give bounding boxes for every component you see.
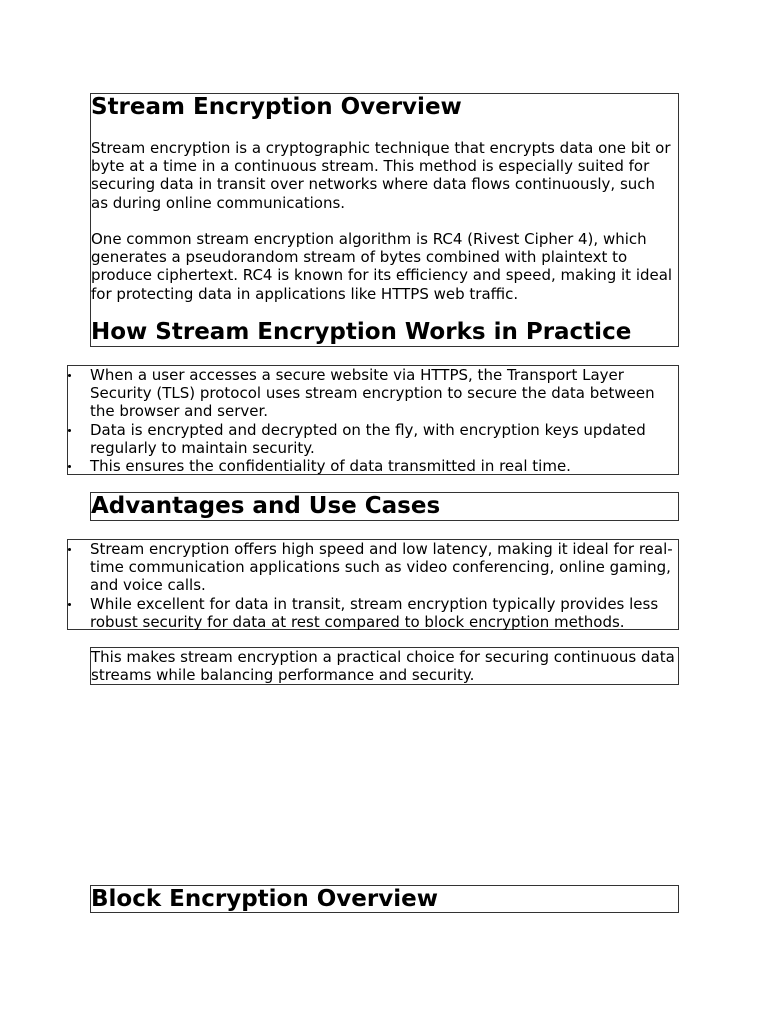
advantages-list xyxy=(68,540,676,631)
conclusion-section xyxy=(90,647,679,685)
stream-overview-section xyxy=(90,93,679,347)
conclusion-paragraph: This makes stream encryption a practical choice for securing continuous data streams while balancing performance and security. xyxy=(91,648,675,685)
stream-overview-paragraph-2: One common stream encryption algorithm is RC4 (Rivest Cipher 4), which generates a pseudorandom stream of bytes combined with plaintext to produce ciphertext. RC4 is known for its efficiency and speed, making it ideal for protecting data in applications like HTTPS web traffic. xyxy=(91,230,673,303)
list-item: Data is encrypted and decrypted on the fly, with encryption keys updated regularly to maintain security. xyxy=(68,421,676,457)
block-overview-heading: Block Encryption Overview xyxy=(91,886,438,912)
list-item: Stream encryption offers high speed and low latency, making it ideal for real-time communication applications such as video conferencing, online gaming, and voice calls. xyxy=(68,540,676,595)
advantages-list-section xyxy=(67,539,679,630)
stream-practice-heading: How Stream Encryption Works in Practice xyxy=(91,319,632,345)
advantages-heading: Advantages and Use Cases xyxy=(91,493,441,519)
block-overview-section xyxy=(90,885,679,913)
practice-list xyxy=(68,366,676,475)
practice-list-section xyxy=(67,365,679,475)
stream-overview-paragraph-1: Stream encryption is a cryptographic technique that encrypts data one bit or byte at a time in a continuous stream. This method is especially suited for securing data in transit over networks where data flows continuously, such as during online communications. xyxy=(91,139,671,212)
stream-overview-heading: Stream Encryption Overview xyxy=(91,94,462,120)
list-item: When a user accesses a secure website via HTTPS, the Transport Layer Security (TLS) protocol uses stream encryption to secure the data between the browser and server. xyxy=(68,366,676,421)
advantages-heading-section xyxy=(90,492,679,521)
list-item: While excellent for data in transit, stream encryption typically provides less robust security for data at rest compared to block encryption methods. xyxy=(68,595,676,631)
list-item: This ensures the confidentiality of data transmitted in real time. xyxy=(68,457,676,475)
